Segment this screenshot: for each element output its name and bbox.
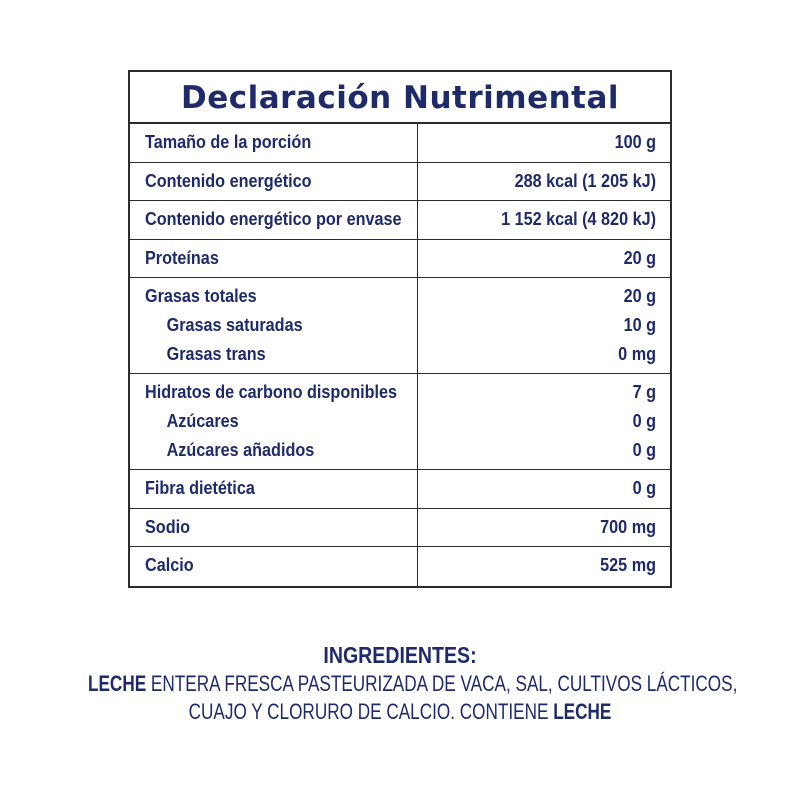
nutrition-row-carbohydrates <box>130 374 670 470</box>
nutrient-sublabel: Azúcares añadidos <box>166 440 315 460</box>
ingredients-section <box>0 640 800 726</box>
nutrition-facts-table <box>128 70 672 588</box>
allergen-text: LECHE <box>553 699 612 724</box>
nutrient-label: Grasas totales <box>145 286 257 306</box>
nutrient-value: 0 g <box>632 478 656 498</box>
nutrition-row-protein <box>130 240 670 279</box>
nutrient-label: Hidratos de carbono disponibles <box>145 382 398 402</box>
nutrition-title: Declaración Nutrimental <box>130 72 670 124</box>
nutrient-value: 7 g <box>632 382 656 402</box>
ingredients-text: CUAJO Y CLORURO DE CALCIO. CONTIENE <box>188 699 554 724</box>
ingredients-line-1 <box>88 670 738 698</box>
nutrition-row-energy-per-package <box>130 201 670 240</box>
nutrient-value: 525 mg <box>600 555 656 575</box>
nutrient-value: 20 g <box>623 247 656 268</box>
nutrient-label: Fibra dietética <box>145 478 255 498</box>
ingredients-line-2 <box>88 698 712 726</box>
nutrient-sublabel: Grasas trans <box>166 344 266 364</box>
nutrient-subvalue: 10 g <box>623 315 656 335</box>
nutrient-label: Proteínas <box>145 247 219 268</box>
nutrient-value: 1 152 kcal (4 820 kJ) <box>501 209 656 229</box>
ingredients-text: ENTERA FRESCA PASTEURIZADA DE VACA, SAL, CULTIVOS LÁCTICOS, <box>146 671 738 696</box>
nutrient-value: 700 mg <box>600 516 656 537</box>
nutrient-label: Contenido energético por envase <box>145 209 402 229</box>
ingredients-title: INGREDIENTES: <box>323 642 477 668</box>
nutrient-subvalue: 0 g <box>632 411 656 431</box>
nutrient-label: Tamaño de la porción <box>145 132 312 152</box>
nutrient-value: 20 g <box>623 286 656 306</box>
nutrient-label: Calcio <box>145 555 194 575</box>
nutrition-row-sodium <box>130 509 670 548</box>
nutrient-sublabel: Grasas saturadas <box>166 315 303 335</box>
nutrition-row-serving-size <box>130 124 670 163</box>
nutrient-sublabel: Azúcares <box>166 411 239 431</box>
nutrient-value: 100 g <box>614 132 656 152</box>
nutrient-label: Contenido energético <box>145 170 312 191</box>
nutrient-label: Sodio <box>145 516 190 537</box>
nutrient-subvalue: 0 mg <box>618 344 656 364</box>
allergen-text: LECHE <box>88 671 147 696</box>
nutrition-row-energy <box>130 163 670 202</box>
nutrient-value: 288 kcal (1 205 kJ) <box>514 170 656 191</box>
nutrient-subvalue: 0 g <box>632 440 656 460</box>
nutrition-row-fiber <box>130 470 670 509</box>
nutrition-row-total-fat <box>130 278 670 374</box>
nutrition-row-calcium <box>130 547 670 586</box>
